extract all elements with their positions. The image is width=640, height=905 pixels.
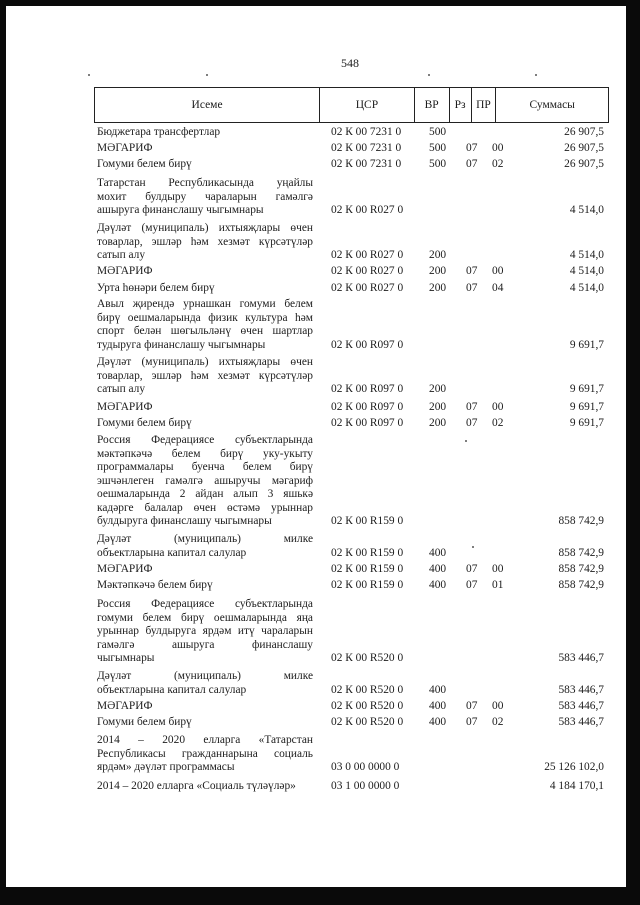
- row-pr: 02: [492, 716, 504, 728]
- row-name-line: Дәүләт (муниципаль) ихтыяҗлары өчен: [97, 222, 313, 234]
- row-name: [97, 158, 313, 172]
- row-sum: 858 742,9: [558, 515, 604, 527]
- row-csr: 02 К 00 R520 0: [331, 652, 404, 664]
- row-name-line: Россия Федерациясе субъектларында: [97, 434, 313, 446]
- row-name-line: Дәүләт (муниципаль) милке: [97, 670, 313, 682]
- row-name-line: Дәүләт (муниципаль) милке: [97, 533, 313, 545]
- row-name-line: ярдәм» дәүләт программасы: [97, 761, 235, 773]
- row-name: [97, 563, 313, 577]
- row-pr: 02: [492, 417, 504, 429]
- row-sum: 4 514,0: [569, 249, 604, 261]
- row-name-line: мәктәпкәчә белем бирү уку-укыту: [97, 447, 313, 460]
- page-number: 548: [341, 56, 359, 70]
- row-name-line: МӘГАРИФ: [97, 265, 153, 277]
- row-sum: 858 742,9: [558, 579, 604, 591]
- row-name: [97, 417, 313, 431]
- row-name: [97, 734, 313, 775]
- row-sum: 9 691,7: [569, 383, 604, 395]
- row-name-line: кадәрге балалар өчен өстәмә урыннар: [97, 501, 313, 514]
- row-name-line: 2014 – 2020 елларга «Татарстан: [97, 734, 313, 746]
- row-name-line: МӘГАРИФ: [97, 563, 153, 575]
- row-name-line: Гомуми белем бирү: [97, 158, 192, 170]
- row-csr: 02 К 00 R097 0: [331, 417, 404, 429]
- row-vr: 400: [429, 563, 447, 575]
- row-sum: 9 691,7: [569, 401, 604, 413]
- row-sum: 25 126 102,0: [544, 761, 604, 773]
- row-name: [97, 579, 313, 593]
- row-name-line: Авыл җирендә урнашкан гомуми белем: [97, 298, 313, 310]
- header-name: Исеме: [95, 88, 320, 122]
- row-rz: 07: [466, 579, 478, 591]
- row-vr: 200: [429, 282, 447, 294]
- row-sum: 583 446,7: [558, 716, 604, 728]
- row-name-line: бирү оешмаларында физик культура һәм: [97, 311, 313, 324]
- row-pr: 04: [492, 282, 504, 294]
- row-csr: 02 К 00 R520 0: [331, 683, 404, 696]
- row-name: [97, 533, 313, 560]
- row-rz: 07: [466, 282, 478, 294]
- row-csr: 03 1 00 0000 0: [331, 780, 400, 792]
- row-name-line: гамәлгә ашыруга финанслашу: [97, 638, 313, 651]
- row-name-line: оешмаларында 2 айдан алып 3 яшькә: [97, 488, 313, 500]
- row-vr: 200: [429, 401, 447, 413]
- row-name: [97, 401, 313, 415]
- row-pr: 00: [492, 700, 504, 712]
- row-name: [97, 222, 313, 263]
- row-csr: 02 К 00 R097 0: [331, 401, 404, 413]
- scan-speck: [88, 74, 90, 76]
- row-sum: 26 907,5: [564, 142, 604, 154]
- row-sum: 26 907,5: [564, 126, 604, 138]
- row-sum: 9 691,7: [569, 338, 604, 351]
- row-rz: 07: [466, 700, 478, 712]
- row-csr: 02 К 00 7231 0: [331, 158, 402, 170]
- row-csr: 02 К 00 R027 0: [331, 282, 404, 294]
- row-vr: 200: [429, 265, 447, 277]
- header-pr: ПР: [472, 88, 497, 122]
- row-name-line: МӘГАРИФ: [97, 700, 153, 712]
- row-sum: 4 514,0: [569, 204, 604, 216]
- row-pr: 00: [492, 401, 504, 413]
- row-csr: 02 К 00 7231 0: [331, 142, 402, 154]
- row-name: [97, 700, 313, 714]
- row-name: [97, 434, 313, 529]
- header-csr: ЦСР: [320, 88, 415, 122]
- row-name: [97, 356, 313, 397]
- scan-speck: [206, 74, 208, 76]
- row-sum: 583 446,7: [558, 652, 604, 664]
- row-rz: 07: [466, 265, 478, 277]
- row-csr: 02 К 00 R520 0: [331, 716, 404, 728]
- row-csr: 02 К 00 R159 0: [331, 563, 404, 575]
- row-vr: 400: [429, 683, 447, 696]
- row-name-line: Россия Федерациясе субъектларында: [97, 598, 313, 610]
- row-csr: 02 К 00 R159 0: [331, 579, 404, 591]
- row-vr: 500: [429, 142, 447, 154]
- row-vr: 400: [429, 700, 447, 712]
- row-vr: 200: [429, 417, 447, 429]
- row-rz: 07: [466, 417, 478, 429]
- row-name-line: Республикасы гражданнарына социаль: [97, 747, 313, 760]
- row-name-line: МӘГАРИФ: [97, 142, 153, 154]
- table-header: [94, 87, 609, 123]
- row-name-line: Мәктәпкәчә белем бирү: [97, 579, 213, 591]
- row-name-line: урыннар булдыруга ярдәм итү чараларын: [97, 625, 313, 637]
- row-sum: 4 514,0: [569, 265, 604, 277]
- row-name-line: булдыруга финанслашу чыгымнары: [97, 515, 272, 527]
- row-name-line: объектларына капитал салулар: [97, 683, 247, 696]
- row-name-line: МӘГАРИФ: [97, 401, 153, 413]
- row-name-line: программалары буенча белем бирү: [97, 461, 313, 473]
- row-sum: 583 446,7: [558, 700, 604, 712]
- row-pr: 00: [492, 265, 504, 277]
- row-vr: 400: [429, 579, 447, 591]
- row-name-line: Гомуми белем бирү: [97, 716, 192, 728]
- row-name: [97, 670, 313, 697]
- row-name-line: Татарстан Республикасында уңайлы: [97, 177, 313, 189]
- row-name-line: Урта һөнәри белем бирү: [97, 282, 215, 294]
- scan-border-bottom: [0, 887, 640, 905]
- row-name: [97, 265, 313, 279]
- row-name-line: мохит булдыру чараларын гамәлгә: [97, 190, 313, 203]
- row-vr: 200: [429, 249, 447, 261]
- row-name-line: гомуми белем бирү оешмаларында яңа: [97, 611, 313, 624]
- row-sum: 583 446,7: [558, 683, 604, 696]
- row-rz: 07: [466, 716, 478, 728]
- row-name-line: эшчәнлеген гамәлгә ашыручы мәгариф: [97, 474, 313, 487]
- row-vr: 500: [429, 126, 447, 138]
- row-name-line: чыгымнары: [97, 652, 155, 664]
- scan-speck: [535, 74, 537, 76]
- row-sum: 858 742,9: [558, 546, 604, 559]
- row-pr: 00: [492, 563, 504, 575]
- row-sum: 4 514,0: [569, 282, 604, 294]
- row-sum: 26 907,5: [564, 158, 604, 170]
- row-csr: 02 К 00 R520 0: [331, 700, 404, 712]
- row-vr: 400: [429, 546, 447, 559]
- row-name-line: спорт белән шөгыльләнү өчен шартлар: [97, 325, 313, 337]
- header-rz: Рз: [450, 88, 472, 122]
- scan-speck: [472, 546, 474, 548]
- row-rz: 07: [466, 563, 478, 575]
- row-csr: 02 К 00 R097 0: [331, 383, 404, 395]
- row-vr: 200: [429, 383, 447, 395]
- row-csr: 02 К 00 7231 0: [331, 126, 402, 138]
- row-sum: 4 184 170,1: [549, 780, 604, 792]
- row-name: [97, 780, 313, 794]
- header-sum: Суммасы: [529, 99, 575, 111]
- scan-border-top: [0, 0, 640, 6]
- row-sum: 858 742,9: [558, 563, 604, 575]
- row-name-line: Дәүләт (муниципаль) ихтыяҗлары өчен: [97, 356, 313, 368]
- row-rz: 07: [466, 142, 478, 154]
- row-name-line: товарлар, эшләр һәм хезмәт күрсәтүләр: [97, 369, 313, 382]
- row-name-line: тудыруга финанслашу чыгымнары: [97, 338, 266, 351]
- row-name-line: объектларына капитал салулар: [97, 546, 247, 559]
- row-name-line: сатып алу: [97, 249, 146, 261]
- row-name: [97, 598, 313, 666]
- scan-border-right: [626, 0, 640, 905]
- row-pr: 02: [492, 158, 504, 170]
- row-name: [97, 282, 313, 296]
- row-name-line: сатып алу: [97, 383, 146, 395]
- row-name-line: 2014 – 2020 елларга «Социаль түләүләр»: [97, 780, 296, 792]
- row-name: [97, 298, 313, 352]
- row-pr: 00: [492, 142, 504, 154]
- row-name-line: товарлар, эшләр һәм хезмәт күрсәтүләр: [97, 235, 313, 248]
- header-vr: ВР: [415, 88, 450, 122]
- row-rz: 07: [466, 158, 478, 170]
- row-name: [97, 126, 313, 140]
- scan-speck: [465, 440, 467, 442]
- row-name: [97, 142, 313, 156]
- row-csr: 03 0 00 0000 0: [331, 761, 400, 773]
- row-rz: 07: [466, 401, 478, 413]
- row-name-line: Гомуми белем бирү: [97, 417, 192, 429]
- row-name: [97, 716, 313, 730]
- row-sum: 9 691,7: [569, 417, 604, 429]
- scan-border-left: [0, 0, 6, 905]
- row-csr: 02 К 00 R027 0: [331, 249, 404, 261]
- scan-speck: [428, 74, 430, 76]
- row-name-line: Бюджетара трансфертлар: [97, 126, 221, 138]
- row-csr: 02 К 00 R097 0: [331, 338, 404, 351]
- row-csr: 02 К 00 R159 0: [331, 546, 404, 559]
- row-pr: 01: [492, 579, 504, 591]
- row-vr: 400: [429, 716, 447, 728]
- row-csr: 02 К 00 R027 0: [331, 204, 404, 216]
- row-name-line: ашыруга финанслашу чыгымнары: [97, 204, 264, 216]
- row-csr: 02 К 00 R159 0: [331, 515, 404, 527]
- row-name: [97, 177, 313, 218]
- row-vr: 500: [429, 158, 447, 170]
- row-csr: 02 К 00 R027 0: [331, 265, 404, 277]
